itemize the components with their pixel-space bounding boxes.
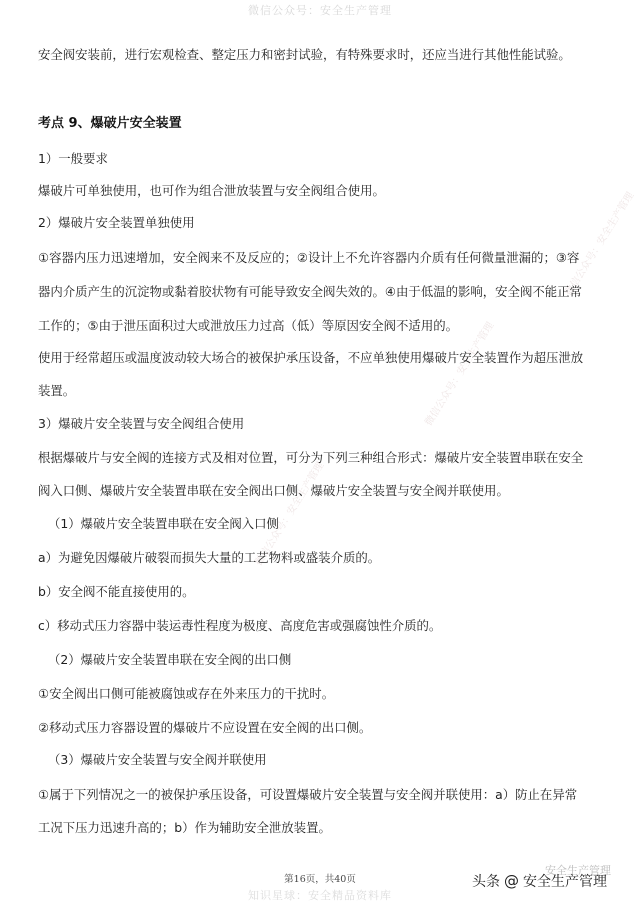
list-item: ①安全阀出口侧可能被腐蚀或存在外来压力的干扰时。 xyxy=(38,686,335,701)
text-line: 根据爆破片与安全阀的连接方式及相对位置，可分为下列三种组合形式：爆破片安全装置串联在安全 xyxy=(38,450,584,465)
text-line: ①属于下列情况之一的被保护承压设备，可设置爆破片安全装置与安全阀并联使用：a）防止在异常 xyxy=(38,787,578,802)
watermark-stamp: 安全生产管理 xyxy=(545,864,611,877)
section-heading: 考点 9、爆破片安全装置 xyxy=(38,116,182,131)
text-line: 使用于经常超压或温度波动较大场合的被保护承压设备，不应单独使用爆破片安全装置作为超压泄放 xyxy=(38,350,584,365)
subheading: （2）爆破片安全装置串联在安全阀的出口侧 xyxy=(48,652,292,667)
text-line: 工作的；⑤由于泄压面积过大或泄放压力过高（低）等原因安全阀不适用的。 xyxy=(38,318,458,333)
list-item: ②移动式压力容器设置的爆破片不应设置在安全阀的出口侧。 xyxy=(38,720,372,735)
list-item: c）移动式压力容器中装运毒性程度为极度、高度危害或强腐蚀性介质的。 xyxy=(38,618,442,633)
watermark-diagonal: 微信公众号：安全生产管理 xyxy=(253,460,327,568)
list-item: a）为避免因爆破片破裂而损失大量的工艺物料或盛装介质的。 xyxy=(38,550,381,565)
text-line: 器内介质产生的沉淀物或黏着胶状物有可能导致安全阀失效的。④由于低温的影响，安全阀不能正常 xyxy=(38,284,582,299)
watermark-top: 微信公众号：安全生产管理 xyxy=(248,4,392,17)
watermark-bottom: 知识星球：安全精品资料库 xyxy=(248,889,392,902)
subheading: 2）爆破片安全装置单独使用 xyxy=(38,215,195,230)
page-number: 第16页，共40页 xyxy=(284,874,356,885)
at-icon: @ xyxy=(504,872,519,890)
credit-name: 安全生产管理 xyxy=(523,874,607,890)
text-line: 工况下压力迅速升高的；b）作为辅助安全泄放装置。 xyxy=(38,820,331,835)
subheading: （3）爆破片安全装置与安全阀并联使用 xyxy=(48,752,267,767)
subheading: 3）爆破片安全装置与安全阀组合使用 xyxy=(38,416,245,431)
text-line: 爆破片可单独使用，也可作为组合泄放装置与安全阀组合使用。 xyxy=(38,183,385,198)
watermark-diagonal: 微信公众号：安全生产管理 xyxy=(563,190,637,298)
subheading: 1）一般要求 xyxy=(38,151,108,166)
subheading: （1）爆破片安全装置串联在安全阀入口侧 xyxy=(48,516,279,531)
text-line: 安全阀安装前，进行宏观检查、整定压力和密封试验，有特殊要求时，还应当进行其他性能试验。 xyxy=(38,47,571,62)
list-item: b）安全阀不能直接使用的。 xyxy=(38,584,195,599)
watermark-diagonal: 微信公众号：安全生产管理 xyxy=(423,320,497,428)
text-line: 装置。 xyxy=(38,383,76,398)
text-line: ①容器内压力迅速增加，安全阀来不及反应的；②设计上不允许容器内介质有任何微量泄漏的；③容 xyxy=(38,250,580,265)
credit-prefix: 头条 xyxy=(472,874,500,890)
text-line: 阀入口侧、爆破片安全装置串联在安全阀出口侧、爆破片安全装置与安全阀并联使用。 xyxy=(38,483,509,498)
